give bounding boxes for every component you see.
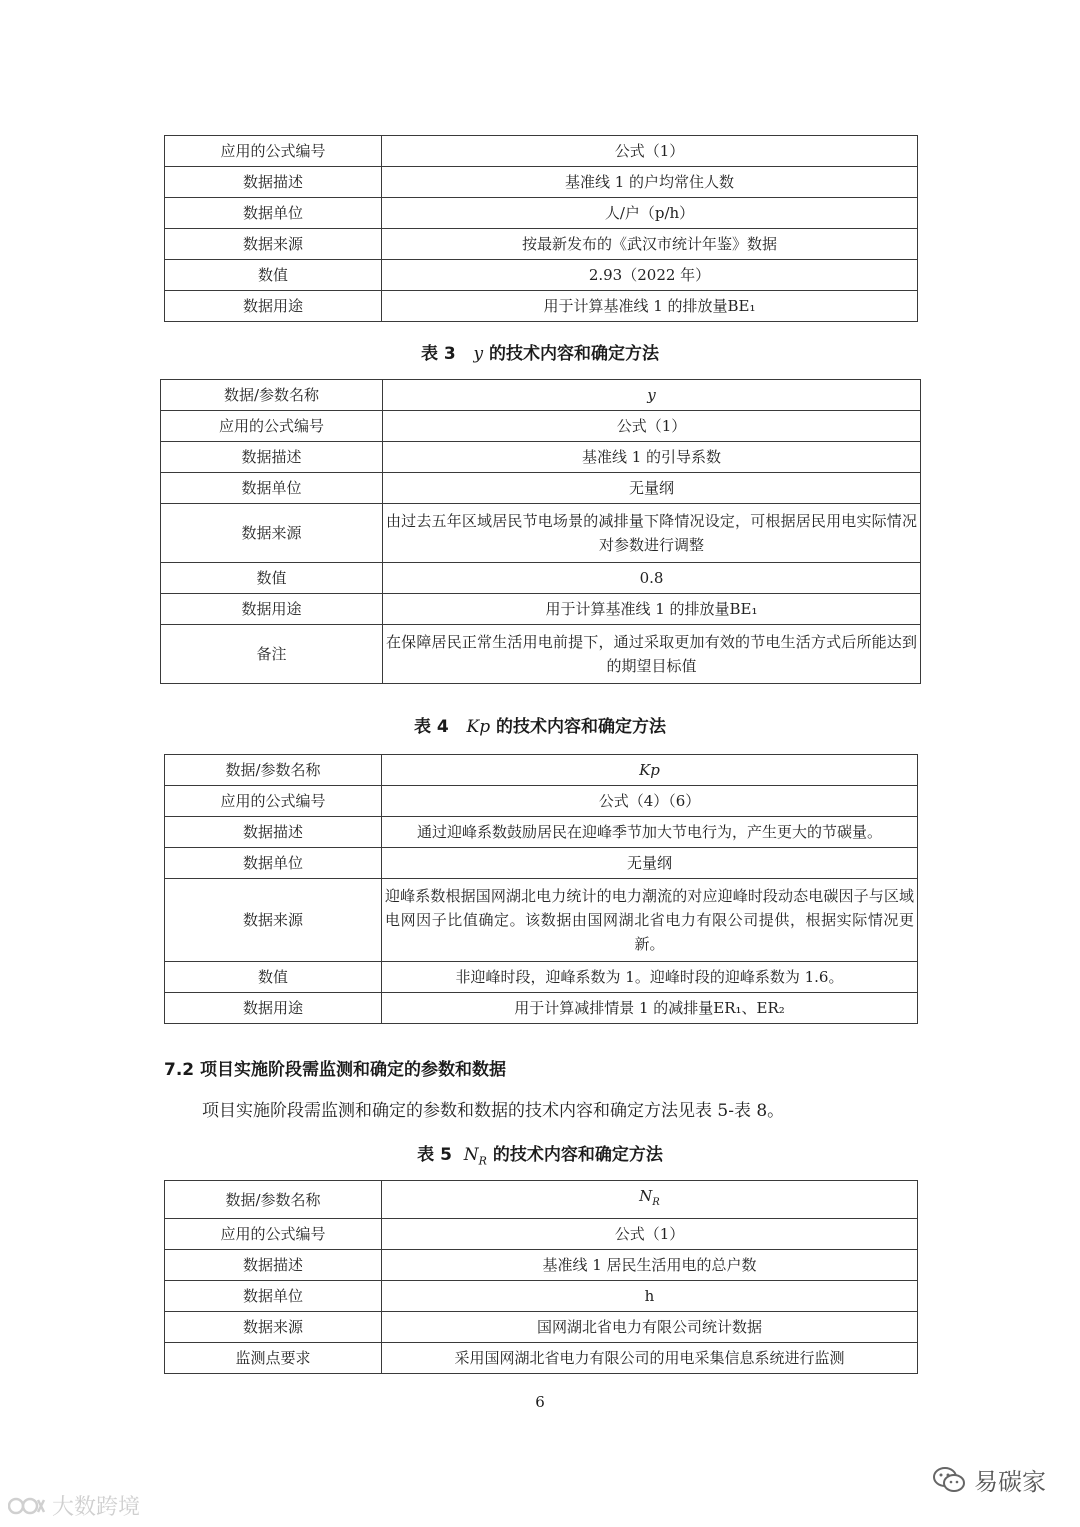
table-row [165, 291, 918, 322]
table-row [165, 755, 918, 786]
table-value-cell: y [383, 380, 921, 411]
table-row [165, 1219, 918, 1250]
table-label-cell: 数据描述 [165, 1250, 382, 1281]
table-value-cell: 基准线 1 的引导系数 [383, 442, 921, 473]
table-label-cell: 数值 [161, 563, 383, 594]
table-value-cell: 按最新发布的《武汉市统计年鉴》数据 [382, 229, 918, 260]
table-label-cell: 数据/参数名称 [165, 1181, 382, 1219]
table-4-caption: 表 4 Kp 的技术内容和确定方法 [413, 717, 667, 737]
table-row [165, 167, 918, 198]
table-row [165, 229, 918, 260]
table-label-cell: 数据/参数名称 [161, 380, 383, 411]
table-row [165, 1312, 918, 1343]
table-label-cell: 数据描述 [165, 817, 382, 848]
table-value-cell: 在保障居民正常生活用电前提下，通过采取更加有效的节电生活方式后所能达到的期望目标值 [383, 625, 921, 684]
table-row [165, 1181, 918, 1219]
table-label-cell: 应用的公式编号 [161, 411, 383, 442]
table-value-cell: 人/户（p/h） [382, 198, 918, 229]
table-row [165, 260, 918, 291]
table-value-cell: 公式（1） [382, 136, 918, 167]
table-value-cell: h [382, 1281, 918, 1312]
table-row [165, 1250, 918, 1281]
table-row [161, 563, 921, 594]
table-4 [164, 754, 918, 1024]
table-value-cell: 无量纲 [383, 473, 921, 504]
section-heading: 7.2 项目实施阶段需监测和确定的参数和数据 [164, 1060, 507, 1080]
table-value-cell: 用于计算基准线 1 的排放量BE₁ [383, 594, 921, 625]
page-number: 6 [535, 1393, 545, 1411]
table-label-cell: 数据来源 [165, 229, 382, 260]
table-value-cell: 基准线 1 居民生活用电的总户数 [382, 1250, 918, 1281]
table-label-cell: 数据描述 [165, 167, 382, 198]
wechat-icon [932, 1466, 966, 1494]
table-row [165, 848, 918, 879]
table-value-cell: 基准线 1 的户均常住人数 [382, 167, 918, 198]
table-label-cell: 数据来源 [165, 879, 382, 962]
table-label-cell: 数据单位 [165, 848, 382, 879]
watermark-logo-icon [8, 1494, 48, 1518]
table-2 [164, 135, 918, 322]
table-row [161, 625, 921, 684]
watermark-right [932, 1462, 1046, 1497]
table-label-cell: 应用的公式编号 [165, 136, 382, 167]
table-value-cell: 迎峰系数根据国网湖北电力统计的电力潮流的对应迎峰时段动态电碳因子与区域电网因子比值确定。该数据由国网湖北省电力有限公司提供，根据实际情况更新。 [382, 879, 918, 962]
table-row [165, 993, 918, 1024]
table-label-cell: 数据来源 [161, 504, 383, 563]
table-row [165, 786, 918, 817]
table-row [161, 594, 921, 625]
table-label-cell: 数据单位 [161, 473, 383, 504]
table-row [161, 504, 921, 563]
table-label-cell: 数值 [165, 962, 382, 993]
table-row [165, 962, 918, 993]
table-row [165, 1343, 918, 1374]
table-5-caption: 表 5 $N_R$ 的技术内容和确定方法 [417, 1145, 663, 1168]
watermark-right-text: 易碳家 [974, 1468, 1046, 1496]
table-row [165, 1281, 918, 1312]
table-label-cell: 数据用途 [165, 291, 382, 322]
table-label-cell: 备注 [161, 625, 383, 684]
table-label-cell: 数据用途 [165, 993, 382, 1024]
table-label-cell: 数据单位 [165, 198, 382, 229]
table-row [165, 198, 918, 229]
table-label-cell: 数据单位 [165, 1281, 382, 1312]
table-value-cell: $N_R$ [382, 1181, 918, 1219]
table-value-cell: 由过去五年区域居民节电场景的减排量下降情况设定，可根据居民用电实际情况对参数进行调整 [383, 504, 921, 563]
table-label-cell: 数值 [165, 260, 382, 291]
table-label-cell: 应用的公式编号 [165, 1219, 382, 1250]
table-value-cell: 非迎峰时段，迎峰系数为 1。迎峰时段的迎峰系数为 1.6。 [382, 962, 918, 993]
watermark-left [8, 1490, 140, 1521]
table-label-cell: 数据用途 [161, 594, 383, 625]
table-row [161, 442, 921, 473]
table-row [161, 380, 921, 411]
table-value-cell: Kp [382, 755, 918, 786]
section-paragraph: 项目实施阶段需监测和确定的参数和数据的技术内容和确定方法见表 5-表 8。 [202, 1101, 785, 1121]
table-value-cell: 采用国网湖北省电力有限公司的用电采集信息系统进行监测 [382, 1343, 918, 1374]
watermark-left-text: 大数跨境 [52, 1495, 141, 1520]
table-value-cell: 无量纲 [382, 848, 918, 879]
table-label-cell: 数据/参数名称 [165, 755, 382, 786]
table-label-cell: 数据来源 [165, 1312, 382, 1343]
table-3 [160, 379, 921, 684]
table-value-cell: 用于计算基准线 1 的排放量BE₁ [382, 291, 918, 322]
table-row [161, 473, 921, 504]
table-row [165, 817, 918, 848]
table-value-cell: 2.93（2022 年） [382, 260, 918, 291]
table-value-cell: 0.8 [383, 563, 921, 594]
table-row [165, 879, 918, 962]
table-value-cell: 国网湖北省电力有限公司统计数据 [382, 1312, 918, 1343]
table-value-cell: 通过迎峰系数鼓励居民在迎峰季节加大节电行为，产生更大的节碳量。 [382, 817, 918, 848]
table-value-cell: 用于计算减排情景 1 的减排量ER₁、ER₂ [382, 993, 918, 1024]
table-label-cell: 监测点要求 [165, 1343, 382, 1374]
table-5 [164, 1180, 918, 1374]
table-row [161, 411, 921, 442]
table-label-cell: 数据描述 [161, 442, 383, 473]
table-label-cell: 应用的公式编号 [165, 786, 382, 817]
table-row [165, 136, 918, 167]
table-value-cell: 公式（1） [383, 411, 921, 442]
table-value-cell: 公式（1） [382, 1219, 918, 1250]
table-value-cell: 公式（4）（6） [382, 786, 918, 817]
table-3-caption: 表 3 y 的技术内容和确定方法 [420, 344, 660, 364]
